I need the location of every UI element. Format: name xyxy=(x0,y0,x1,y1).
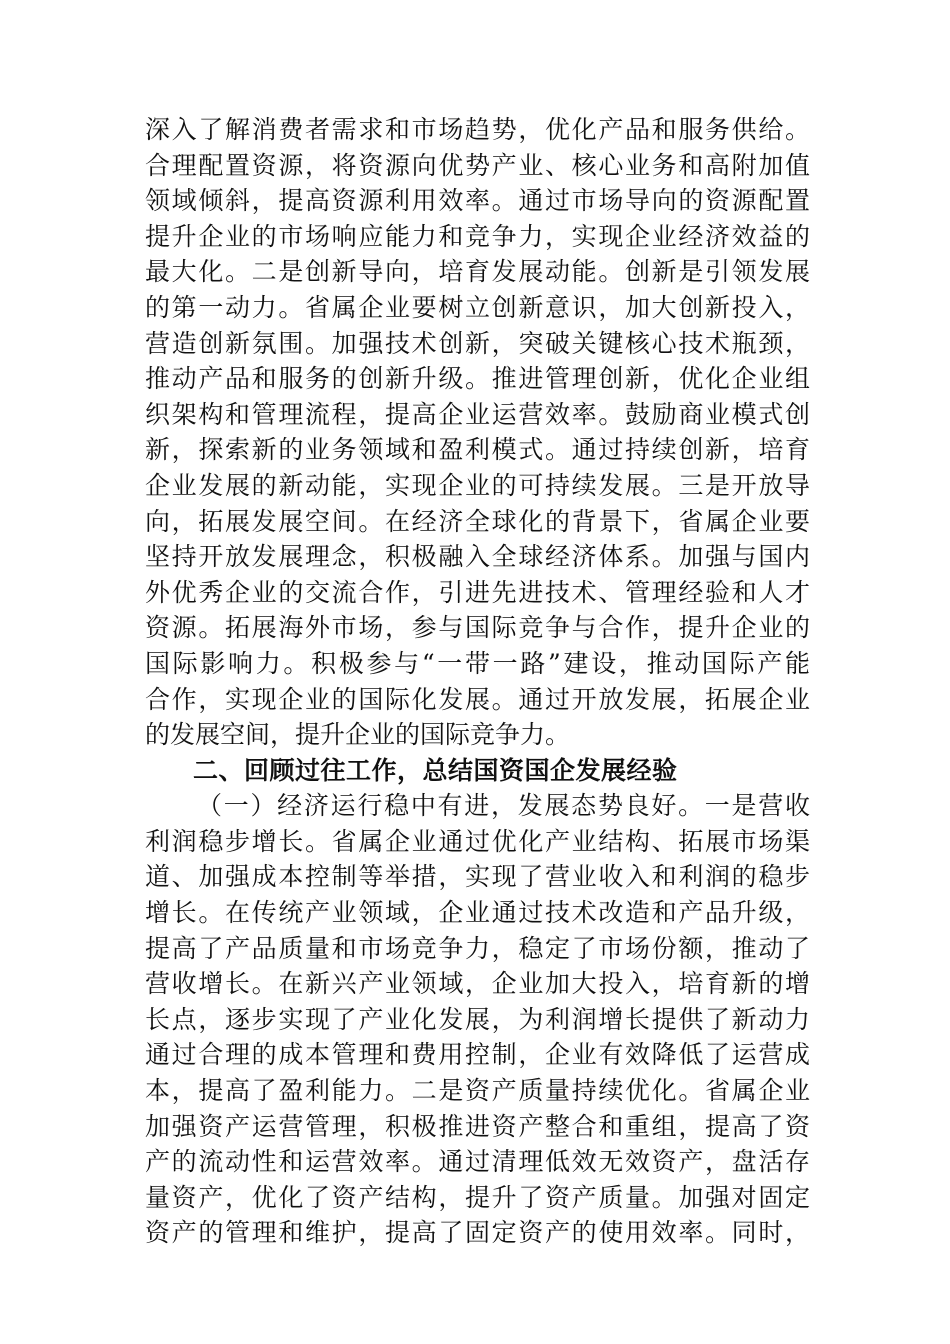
text-line: 坚持开放发展理念，积极融入全球经济体系。加强与国内 xyxy=(145,542,810,572)
text-line: 资产的管理和维护，提高了固定资产的使用效率。同时， xyxy=(145,1218,810,1248)
document-body xyxy=(145,112,810,1251)
text-line: 长点，逐步实现了产业化发展，为利润增长提供了新动力 xyxy=(145,1004,810,1034)
text-line: 推动产品和服务的创新升级。推进管理创新，优化企业组 xyxy=(145,364,810,394)
paragraph-last-line: 的发展空间，提升企业的国际竞争力。 xyxy=(145,720,571,750)
text-line: 本，提高了盈利能力。二是资产质量持续优化。省属企业 xyxy=(145,1076,810,1106)
text-line: 企业发展的新动能，实现企业的可持续发展。三是开放导 xyxy=(145,470,810,500)
text-line: 提高了产品质量和市场竞争力，稳定了市场份额，推动了 xyxy=(145,933,810,963)
text-line: 领域倾斜，提高资源利用效率。通过市场导向的资源配置 xyxy=(145,186,810,216)
text-line: 向，拓展发展空间。在经济全球化的背景下，省属企业要 xyxy=(145,506,810,536)
text-line: 合理配置资源，将资源向优势产业、核心业务和高附加值 xyxy=(145,150,810,180)
text-line: 资源。拓展海外市场，参与国际竞争与合作，提升企业的 xyxy=(145,613,810,643)
text-line: 合作，实现企业的国际化发展。通过开放发展，拓展企业 xyxy=(145,684,810,714)
text-line: 营收增长。在新兴产业领域，企业加大投入，培育新的增 xyxy=(145,969,810,999)
text-line: 国际影响力。积极参与“一带一路”建设，推动国际产能 xyxy=(145,648,810,678)
text-line: 深入了解消费者需求和市场趋势，优化产品和服务供给。 xyxy=(145,115,810,144)
text-line: 通过合理的成本管理和费用控制，企业有效降低了运营成 xyxy=(145,1040,810,1070)
text-line: 道、加强成本控制等举措，实现了营业收入和利润的稳步 xyxy=(145,862,810,892)
text-line: 营造创新氛围。加强技术创新，突破关键核心技术瓶颈， xyxy=(145,328,810,358)
text-line: 加强资产运营管理，积极推进资产整合和重组，提高了资 xyxy=(145,1111,810,1141)
text-line: 提升企业的市场响应能力和竞争力，实现企业经济效益的 xyxy=(145,221,810,251)
text-line: 外优秀企业的交流合作，引进先进技术、管理经验和人才 xyxy=(145,577,810,607)
text-line: 利润稳步增长。省属企业通过优化产业结构、拓展市场渠 xyxy=(145,826,810,856)
text-line: 产的流动性和运营效率。通过清理低效无效资产，盘活存 xyxy=(145,1147,810,1177)
text-line: 的第一动力。省属企业要树立创新意识，加大创新投入， xyxy=(145,292,810,322)
text-line: 量资产，优化了资产结构，提升了资产质量。加强对固定 xyxy=(145,1182,810,1212)
section-heading: 二、回顾过往工作，总结国资国企发展经验 xyxy=(193,755,678,785)
text-line: 新，探索新的业务领域和盈利模式。通过持续创新，培育 xyxy=(145,435,810,465)
text-line: 最大化。二是创新导向，培育发展动能。创新是引领发展 xyxy=(145,257,810,287)
text-line: 增长。在传统产业领域，企业通过技术改造和产品升级， xyxy=(145,898,810,928)
text-line: 织架构和管理流程，提高企业运营效率。鼓励商业模式创 xyxy=(145,399,810,429)
paragraph-first-line: （一）经济运行稳中有进，发展态势良好。一是营收 xyxy=(197,791,810,821)
